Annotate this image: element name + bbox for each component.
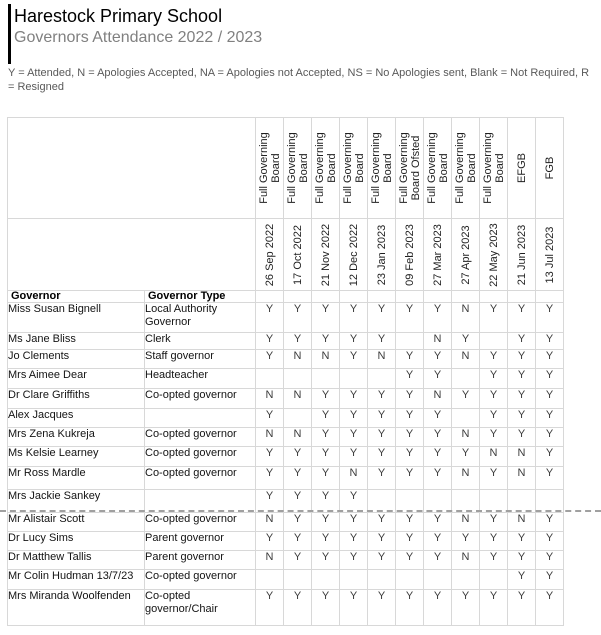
attendance-cell: Y <box>536 389 564 409</box>
meeting-header-label: Full Governing Board <box>453 132 478 204</box>
attendance-cell: Y <box>396 409 424 428</box>
attendance-cell: Y <box>536 513 564 532</box>
attendance-table <box>7 117 564 626</box>
attendance-cell: Y <box>256 532 284 551</box>
column-header-empty-cell <box>424 291 452 303</box>
meeting-header-cell <box>312 118 340 219</box>
date-header-cell <box>256 219 284 291</box>
attendance-cell: Y <box>312 447 340 467</box>
column-header-empty-cell <box>340 291 368 303</box>
header-spacer <box>8 219 256 291</box>
attendance-cell: N <box>508 467 536 490</box>
attendance-cell: Y <box>396 590 424 626</box>
attendance-cell: Y <box>508 551 536 570</box>
attendance-cell: Y <box>396 303 424 333</box>
attendance-cell: Y <box>284 532 312 551</box>
governor-type-cell: Co-opted governor <box>145 389 256 409</box>
governor-name-cell: Jo Clements <box>8 350 145 369</box>
attendance-cell: Y <box>312 333 340 350</box>
attendance-cell <box>480 570 508 590</box>
attendance-cell: Y <box>312 389 340 409</box>
attendance-cell: Y <box>452 447 480 467</box>
meeting-header-label: Full Governing Board <box>481 132 506 204</box>
column-header-empty-cell <box>508 291 536 303</box>
attendance-cell: Y <box>396 389 424 409</box>
attendance-cell <box>368 369 396 389</box>
attendance-cell: Y <box>508 532 536 551</box>
governor-name-cell: Mr Alistair Scott <box>8 513 145 532</box>
attendance-cell <box>452 369 480 389</box>
attendance-cell: N <box>284 428 312 447</box>
attendance-cell <box>284 570 312 590</box>
attendance-cell: Y <box>256 590 284 626</box>
governor-type-column-header: Governor Type <box>145 291 256 303</box>
column-header-empty-cell <box>536 291 564 303</box>
attendance-cell: Y <box>536 350 564 369</box>
attendance-cell: Y <box>480 350 508 369</box>
attendance-cell: N <box>256 389 284 409</box>
meeting-header-label: Full Governing Board <box>257 132 282 204</box>
attendance-cell: Y <box>424 350 452 369</box>
date-header-label: 26 Sep 2022 <box>263 223 276 286</box>
governor-type-cell: Co-opted governor <box>145 513 256 532</box>
attendance-cell: N <box>284 350 312 369</box>
attendance-cell: Y <box>424 551 452 570</box>
date-header-cell <box>368 219 396 291</box>
meeting-header-label: Full Governing Board <box>285 132 310 204</box>
attendance-cell: Y <box>508 570 536 590</box>
column-header-empty-cell <box>312 291 340 303</box>
attendance-cell: Y <box>368 428 396 447</box>
attendance-cell: Y <box>396 428 424 447</box>
attendance-cell: Y <box>424 303 452 333</box>
attendance-cell: N <box>424 389 452 409</box>
attendance-cell: Y <box>508 409 536 428</box>
governor-type-cell: Parent governor <box>145 551 256 570</box>
date-header-cell <box>396 219 424 291</box>
attendance-cell: Y <box>396 369 424 389</box>
date-header-cell <box>508 219 536 291</box>
attendance-cell: Y <box>536 333 564 350</box>
attendance-cell <box>284 409 312 428</box>
governor-name-cell: Mr Ross Mardle <box>8 467 145 490</box>
date-header-label: 09 Feb 2023 <box>403 223 416 286</box>
governor-type-cell: Co-opted governor <box>145 467 256 490</box>
attendance-cell: Y <box>256 467 284 490</box>
meeting-header-cell <box>256 118 284 219</box>
attendance-cell: Y <box>312 490 340 513</box>
table-row <box>8 428 564 447</box>
attendance-cell: N <box>452 303 480 333</box>
attendance-cell: Y <box>340 490 368 513</box>
meeting-header-cell <box>424 118 452 219</box>
attendance-cell: Y <box>256 303 284 333</box>
attendance-cell: Y <box>368 513 396 532</box>
meeting-header-cell <box>396 118 424 219</box>
attendance-cell: Y <box>368 409 396 428</box>
attendance-cell: Y <box>256 409 284 428</box>
attendance-cell: Y <box>480 303 508 333</box>
attendance-cell: Y <box>508 303 536 333</box>
attendance-cell: Y <box>312 532 340 551</box>
attendance-cell: N <box>424 333 452 350</box>
attendance-cell: N <box>284 389 312 409</box>
page-subtitle: Governors Attendance 2022 / 2023 <box>14 29 263 46</box>
date-header-label: 23 Jan 2023 <box>375 224 388 285</box>
attendance-cell: Y <box>480 409 508 428</box>
attendance-cell: Y <box>396 532 424 551</box>
page-break-dashed-line <box>0 510 601 512</box>
governor-name-cell: Mrs Aimee Dear <box>8 369 145 389</box>
attendance-cell <box>256 369 284 389</box>
attendance-cell: N <box>312 350 340 369</box>
attendance-cell: N <box>452 428 480 447</box>
attendance-cell: Y <box>312 303 340 333</box>
attendance-cell: Y <box>536 570 564 590</box>
attendance-cell: Y <box>480 428 508 447</box>
meeting-header-cell <box>368 118 396 219</box>
attendance-cell: Y <box>424 409 452 428</box>
governor-type-cell: Headteacher <box>145 369 256 389</box>
attendance-cell: Y <box>256 350 284 369</box>
attendance-cell: N <box>256 428 284 447</box>
meeting-header-label: Full Governing Board <box>369 132 394 204</box>
attendance-cell: Y <box>536 447 564 467</box>
attendance-cell: Y <box>508 428 536 447</box>
date-header-label: 17 Oct 2022 <box>291 224 304 285</box>
attendance-cell: Y <box>452 590 480 626</box>
attendance-cell <box>312 570 340 590</box>
attendance-cell: Y <box>424 369 452 389</box>
date-header-label: 21 Jun 2023 <box>515 224 528 285</box>
attendance-cell <box>396 333 424 350</box>
meeting-header-label: EFGB <box>515 153 528 183</box>
meeting-header-cell <box>452 118 480 219</box>
date-header-label: 27 Apr 2023 <box>459 224 472 285</box>
attendance-cell: Y <box>340 513 368 532</box>
table-row <box>8 551 564 570</box>
dates-header-row <box>8 219 564 291</box>
attendance-cell: N <box>368 350 396 369</box>
attendance-cell: Y <box>424 428 452 447</box>
governor-column-header: Governor <box>8 291 145 303</box>
attendance-cell: Y <box>284 551 312 570</box>
attendance-cell: Y <box>340 428 368 447</box>
column-header-empty-cell <box>256 291 284 303</box>
date-header-cell <box>424 219 452 291</box>
attendance-cell <box>368 570 396 590</box>
attendance-cell: N <box>508 447 536 467</box>
governor-name-cell: Ms Jane Bliss <box>8 333 145 350</box>
date-header-cell <box>480 219 508 291</box>
attendance-cell: Y <box>452 333 480 350</box>
attendance-cell: Y <box>536 551 564 570</box>
attendance-cell: Y <box>368 532 396 551</box>
attendance-cell: Y <box>340 551 368 570</box>
date-header-label: 27 Mar 2023 <box>431 223 444 286</box>
attendance-cell <box>312 369 340 389</box>
table-row <box>8 350 564 369</box>
governor-type-cell: Co-opted governor <box>145 447 256 467</box>
column-header-empty-cell <box>396 291 424 303</box>
attendance-cell <box>256 570 284 590</box>
attendance-cell: Y <box>312 513 340 532</box>
date-header-label: 13 Jul 2023 <box>543 226 556 283</box>
date-header-label: 22 May 2023 <box>487 222 500 287</box>
attendance-cell: Y <box>340 389 368 409</box>
date-header-cell <box>536 219 564 291</box>
column-header-empty-cell <box>452 291 480 303</box>
table-row <box>8 333 564 350</box>
attendance-cell: N <box>452 350 480 369</box>
attendance-cell: Y <box>312 428 340 447</box>
attendance-cell: Y <box>368 303 396 333</box>
governor-name-cell: Dr Matthew Tallis <box>8 551 145 570</box>
attendance-cell: Y <box>312 467 340 490</box>
attendance-cell: Y <box>452 389 480 409</box>
attendance-cell: Y <box>480 369 508 389</box>
attendance-cell: Y <box>480 467 508 490</box>
legend-text: Y = Attended, N = Apologies Accepted, NA = Apologies not Accepted, NS = No Apologies sent, Blank = Not Required, R = Resigned <box>8 67 590 93</box>
attendance-cell: Y <box>424 467 452 490</box>
attendance-cell: N <box>452 513 480 532</box>
attendance-cell: Y <box>536 590 564 626</box>
governor-name-cell: Mrs Jackie Sankey <box>8 490 145 513</box>
attendance-cell: Y <box>396 447 424 467</box>
attendance-cell <box>424 570 452 590</box>
table-row <box>8 409 564 428</box>
table-row <box>8 389 564 409</box>
attendance-cell: Y <box>508 333 536 350</box>
meeting-header-label: Full Governing Board Ofsted <box>397 132 422 204</box>
governor-name-cell: Alex Jacques <box>8 409 145 428</box>
meeting-header-cell <box>536 118 564 219</box>
attendance-cell: Y <box>284 467 312 490</box>
attendance-cell: Y <box>284 513 312 532</box>
meeting-header-cell <box>480 118 508 219</box>
governor-type-cell <box>145 409 256 428</box>
date-header-label: 12 Dec 2022 <box>347 223 360 286</box>
governor-name-cell: Dr Clare Griffiths <box>8 389 145 409</box>
attendance-cell: Y <box>312 409 340 428</box>
attendance-cell: Y <box>368 333 396 350</box>
attendance-cell: N <box>340 467 368 490</box>
attendance-cell: Y <box>368 389 396 409</box>
attendance-cell: Y <box>452 532 480 551</box>
attendance-cell: Y <box>256 490 284 513</box>
meeting-header-label: Full Governing Board <box>313 132 338 204</box>
attendance-cell: N <box>452 551 480 570</box>
table-row <box>8 467 564 490</box>
attendance-cell: Y <box>424 447 452 467</box>
attendance-cell: Y <box>536 409 564 428</box>
governor-name-cell: Mr Colin Hudman 13/7/23 <box>8 570 145 590</box>
attendance-cell: N <box>256 551 284 570</box>
table-row <box>8 590 564 626</box>
attendance-cell: Y <box>480 590 508 626</box>
attendance-cell: Y <box>284 490 312 513</box>
attendance-cell <box>284 369 312 389</box>
attendance-cell: Y <box>368 590 396 626</box>
date-header-cell <box>284 219 312 291</box>
attendance-cell: Y <box>284 333 312 350</box>
attendance-cell: N <box>452 467 480 490</box>
attendance-cell: Y <box>396 513 424 532</box>
table-row <box>8 447 564 467</box>
attendance-cell: N <box>508 513 536 532</box>
attendance-cell: Y <box>508 350 536 369</box>
column-header-empty-cell <box>368 291 396 303</box>
attendance-cell <box>452 570 480 590</box>
attendance-cell: Y <box>508 389 536 409</box>
title-accent-bar <box>8 4 11 64</box>
attendance-cell <box>340 369 368 389</box>
attendance-cell: Y <box>480 389 508 409</box>
table-row <box>8 570 564 590</box>
attendance-cell <box>452 409 480 428</box>
attendance-cell: Y <box>536 532 564 551</box>
attendance-cell: Y <box>508 369 536 389</box>
attendance-cell: Y <box>480 551 508 570</box>
meeting-header-cell <box>284 118 312 219</box>
date-header-cell <box>340 219 368 291</box>
page-title: Harestock Primary School <box>14 6 223 26</box>
table-row <box>8 513 564 532</box>
attendance-cell: Y <box>396 467 424 490</box>
attendance-cell: Y <box>256 333 284 350</box>
date-header-label: 21 Nov 2022 <box>319 223 332 286</box>
meeting-header-label: Full Governing Board <box>341 132 366 204</box>
attendance-cell: Y <box>536 428 564 447</box>
attendance-cell: Y <box>536 467 564 490</box>
governor-type-cell: Co-opted governor/Chair <box>145 590 256 626</box>
attendance-cell: Y <box>340 350 368 369</box>
attendance-cell: Y <box>284 447 312 467</box>
governor-name-cell: Miss Susan Bignell <box>8 303 145 333</box>
meeting-header-label: Full Governing Board <box>425 132 450 204</box>
meeting-header-label: FGB <box>543 156 556 180</box>
governor-type-cell: Parent governor <box>145 532 256 551</box>
attendance-cell <box>480 333 508 350</box>
attendance-cell: Y <box>536 369 564 389</box>
attendance-cell: Y <box>340 409 368 428</box>
attendance-cell: Y <box>340 532 368 551</box>
attendance-cell: Y <box>256 447 284 467</box>
attendance-cell: Y <box>424 532 452 551</box>
attendance-cell: Y <box>368 447 396 467</box>
attendance-cell: N <box>480 447 508 467</box>
attendance-cell: Y <box>396 551 424 570</box>
governor-type-cell: Staff governor <box>145 350 256 369</box>
governor-type-cell: Local Authority Governor <box>145 303 256 333</box>
column-header-empty-cell <box>480 291 508 303</box>
meeting-header-cell <box>340 118 368 219</box>
governor-type-cell: Co-opted governor <box>145 570 256 590</box>
attendance-cell: Y <box>312 590 340 626</box>
attendance-cell: Y <box>340 447 368 467</box>
attendance-cell: Y <box>536 303 564 333</box>
attendance-cell: Y <box>480 532 508 551</box>
attendance-cell: Y <box>424 513 452 532</box>
governor-type-cell: Clerk <box>145 333 256 350</box>
attendance-cell <box>396 570 424 590</box>
attendance-cell: N <box>256 513 284 532</box>
table-row <box>8 532 564 551</box>
governor-name-cell: Mrs Zena Kukreja <box>8 428 145 447</box>
table-row <box>8 303 564 333</box>
attendance-cell: Y <box>396 350 424 369</box>
attendance-cell: Y <box>340 303 368 333</box>
date-header-cell <box>312 219 340 291</box>
meetings-header-row <box>8 118 564 219</box>
attendance-cell: Y <box>340 333 368 350</box>
governor-name-cell: Dr Lucy Sims <box>8 532 145 551</box>
attendance-cell: Y <box>424 590 452 626</box>
governor-name-cell: Mrs Miranda Woolfenden <box>8 590 145 626</box>
header-spacer <box>8 118 256 219</box>
attendance-cell: Y <box>284 303 312 333</box>
column-header-empty-cell <box>284 291 312 303</box>
table-row <box>8 369 564 389</box>
attendance-cell: Y <box>284 590 312 626</box>
attendance-cell: Y <box>368 467 396 490</box>
attendance-cell: Y <box>508 590 536 626</box>
governor-name-cell: Ms Kelsie Learney <box>8 447 145 467</box>
meeting-header-cell <box>508 118 536 219</box>
attendance-cell: Y <box>368 551 396 570</box>
governor-type-cell: Co-opted governor <box>145 428 256 447</box>
attendance-cell <box>340 570 368 590</box>
attendance-cell: Y <box>480 513 508 532</box>
attendance-cell: Y <box>312 551 340 570</box>
column-headers-row <box>8 291 564 303</box>
attendance-cell: Y <box>340 590 368 626</box>
date-header-cell <box>452 219 480 291</box>
